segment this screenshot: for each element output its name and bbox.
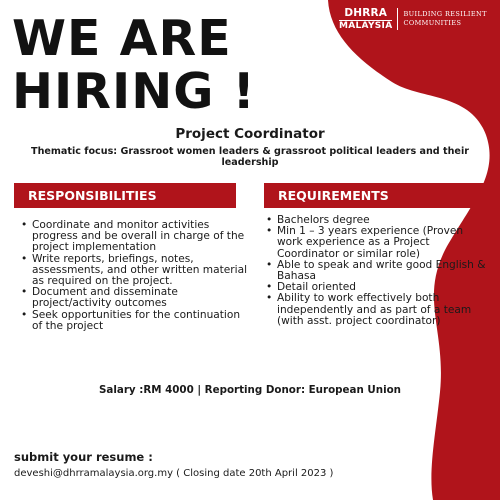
list-item: • Coordinate and monitor activities progress and be overall in charge of the project implementation (20, 220, 250, 254)
logo-mark (339, 8, 392, 31)
logo-divider (397, 8, 398, 30)
headline (12, 12, 256, 118)
requirements-list (265, 215, 487, 327)
list-item: • Ability to work effectively both independently and as part of a team (with asst. project coordinator) (265, 293, 487, 327)
tagline-line-1: BUILDING RESILIENT (403, 10, 487, 19)
headline-line-1: WE ARE (12, 10, 232, 67)
thematic-focus: Thematic focus: Grassroot women leaders & grassroot political leaders and their leadership (31, 146, 469, 168)
salary-line: Salary :RM 4000 | Reporting Donor: European Union (98, 384, 402, 396)
job-title: Project Coordinator (175, 126, 325, 142)
logo-bottom-text: MALAYSIA (339, 20, 393, 31)
list-item: • Min 1 – 3 years experience (Proven work experience as a Project Coordinator or similar role) (265, 226, 487, 260)
submit-detail: deveshi@dhrramalaysia.org.my ( Closing date 20th April 2023 ) (14, 468, 334, 479)
list-item: • Detail oriented (265, 282, 487, 293)
dhrra-logo (339, 8, 487, 31)
tagline-line-2: COMMUNITIES (403, 19, 462, 28)
list-item: • Document and disseminate project/activity outcomes (20, 287, 250, 309)
headline-line-2: HIRING ! (12, 63, 256, 120)
responsibilities-list (20, 220, 250, 332)
list-item: • Write reports, briefings, notes, assessments, and other written material as required on the project. (20, 254, 250, 288)
logo-tagline (403, 10, 486, 28)
list-item: • Seek opportunities for the continuation of the project (20, 310, 250, 332)
list-item: • Able to speak and write good English & Bahasa (265, 260, 487, 282)
logo-top-text: DHRRA (344, 7, 388, 19)
list-item: • Bachelors degree (265, 215, 487, 226)
responsibilities-header: RESPONSIBILITIES (14, 183, 236, 208)
requirements-header: REQUIREMENTS (264, 183, 486, 208)
submit-label: submit your resume : (14, 450, 153, 464)
